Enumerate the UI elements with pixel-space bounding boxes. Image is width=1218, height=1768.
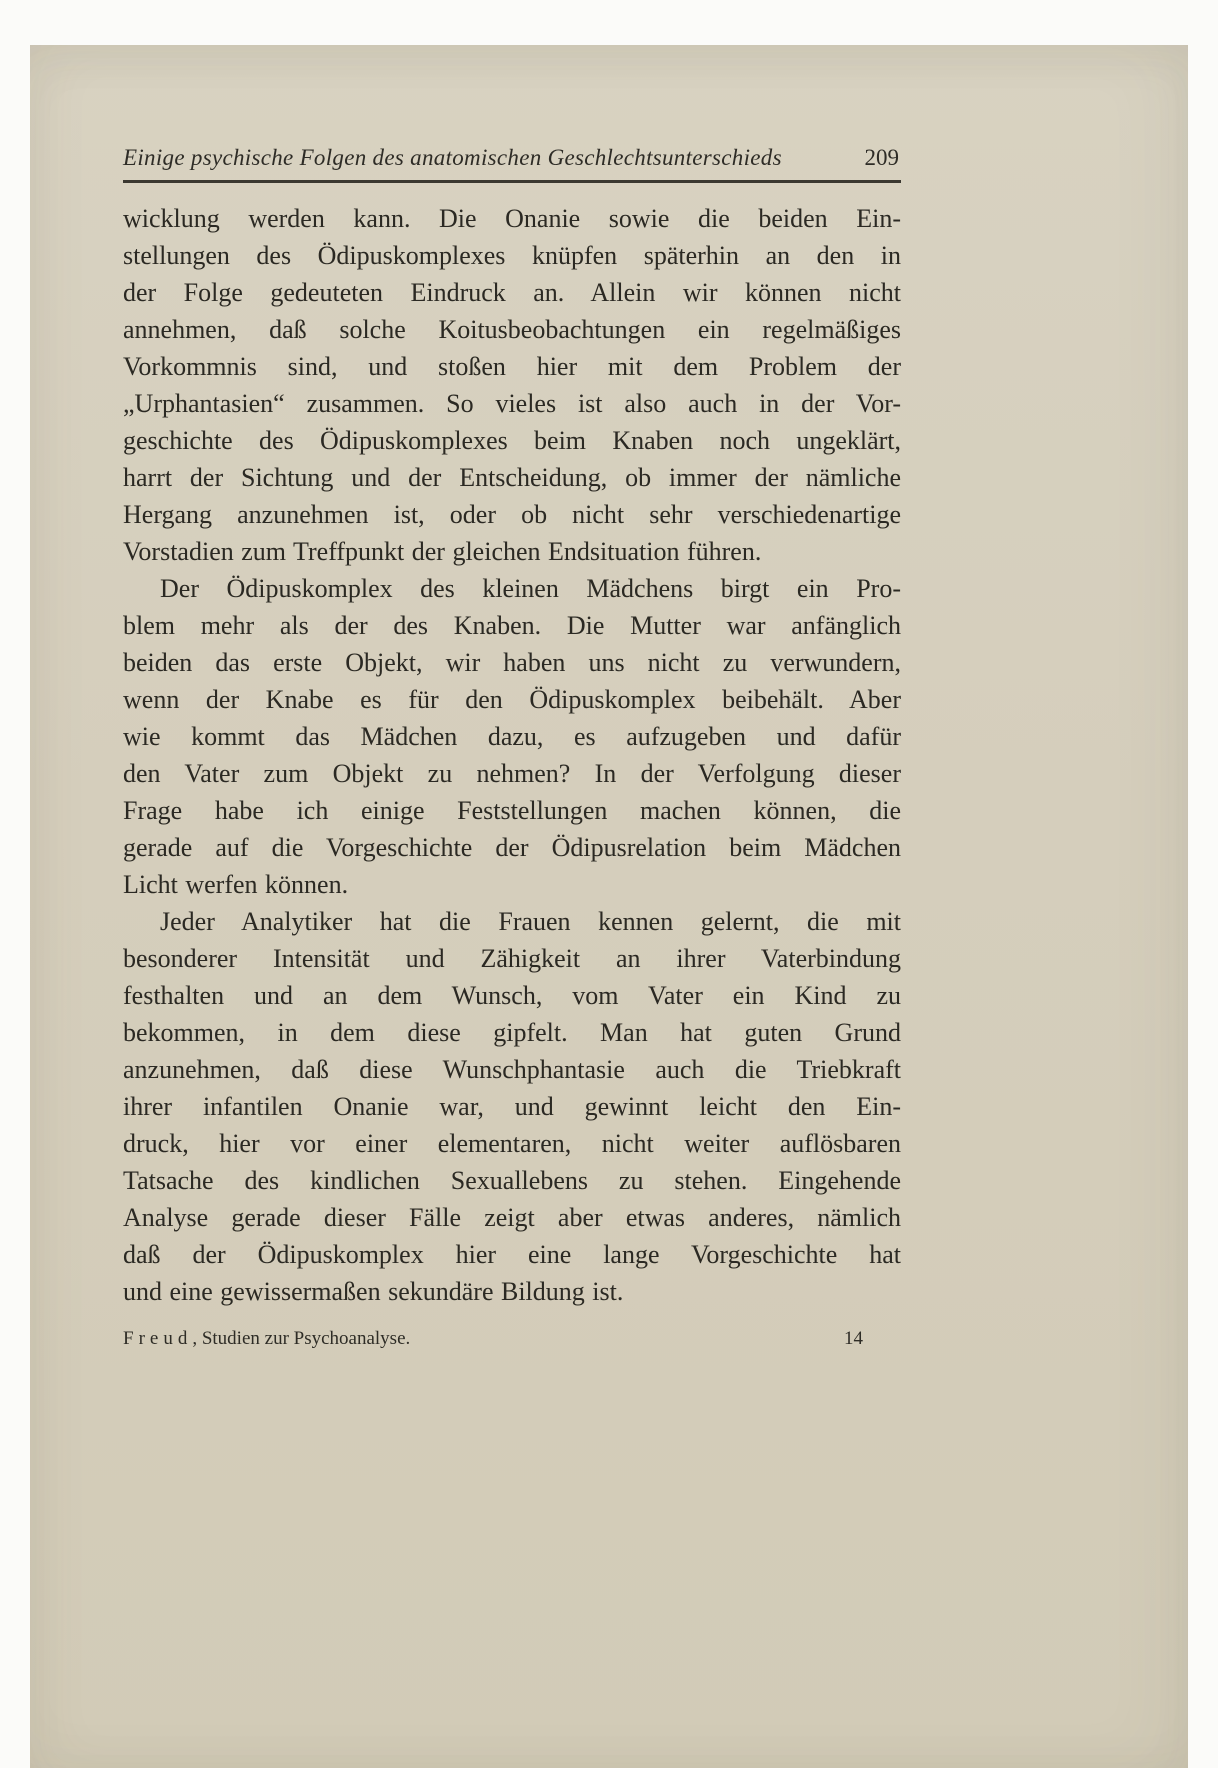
text-line: Licht werfen können. (123, 870, 349, 899)
text-line: blem mehr als der des Knaben. Die Mutter war anfänglich (123, 611, 901, 640)
text-line: druck, hier vor einer elementaren, nicht weiter auflösbaren (123, 1129, 901, 1158)
text-line: Hergang anzunehmen ist, oder ob nicht sehr verschiedenartige (123, 500, 901, 529)
text-line: gerade auf die Vorgeschichte der Ödipusrelation beim Mädchen (123, 833, 901, 862)
footer-sheet-number: 14 (844, 1328, 863, 1349)
text-line: Der Ödipuskomplex des kleinen Mädchens birgt ein Pro- (160, 574, 901, 603)
running-header (123, 145, 901, 183)
text-line: anzunehmen, daß diese Wunschphantasie auch die Triebkraft (123, 1055, 901, 1084)
scan-page (30, 45, 1188, 1768)
text-line: ihrer infantilen Onanie war, und gewinnt leicht den Ein- (123, 1092, 901, 1121)
text-line: den Vater zum Objekt zu nehmen? In der Verfolgung dieser (123, 759, 901, 788)
footer-author-name: Freud (123, 1328, 193, 1349)
text-line: festhalten und an dem Wunsch, vom Vater ein Kind zu (123, 981, 901, 1010)
text-line: beiden das erste Objekt, wir haben uns nicht zu verwundern, (123, 648, 901, 677)
text-line: bekommen, in dem diese gipfelt. Man hat guten Grund (123, 1018, 901, 1047)
text-line: der Folge gedeuteten Eindruck an. Allein wir können nicht (123, 278, 901, 307)
text-line: Vorkommnis sind, und stoßen hier mit dem Problem der (123, 352, 901, 381)
footer-book-title: , Studien zur Psychoanalyse. (192, 1328, 411, 1349)
text-line: Analyse gerade dieser Fälle zeigt aber etwas anderes, nämlich (123, 1203, 901, 1232)
text-line: wenn der Knabe es für den Ödipuskomplex beibehält. Aber (123, 685, 901, 714)
text-line: Jeder Analytiker hat die Frauen kennen gelernt, die mit (160, 907, 901, 936)
text-block (123, 145, 901, 1350)
body-text (123, 200, 901, 1310)
text-line: geschichte des Ödipuskomplexes beim Knaben noch ungeklärt, (123, 426, 901, 455)
paragraph (123, 903, 901, 1310)
paragraph (123, 200, 901, 570)
text-line: stellungen des Ödipuskomplexes knüpfen späterhin an den in (123, 241, 901, 270)
text-line: besonderer Intensität und Zähigkeit an ihrer Vaterbindung (123, 944, 901, 973)
page-title: Einige psychische Folgen des anatomischen Geschlechtsunterschieds (123, 145, 782, 170)
text-line: Vorstadien zum Treffpunkt der gleichen Endsituation führen. (123, 537, 762, 566)
text-line: wie kommt das Mädchen dazu, es aufzugeben und dafür (123, 722, 901, 751)
text-line: harrt der Sichtung und der Entscheidung, ob immer der nämliche (123, 463, 901, 492)
text-line: annehmen, daß solche Koitusbeobachtungen ein regelmäßiges (123, 315, 901, 344)
page-footer (123, 1328, 901, 1350)
text-line: „Urphantasien“ zusammen. So vieles ist also auch in der Vor- (123, 389, 901, 418)
text-line: und eine gewissermaßen sekundäre Bildung ist. (123, 1277, 624, 1306)
text-line: wicklung werden kann. Die Onanie sowie die beiden Ein- (123, 204, 901, 233)
text-line: Tatsache des kindlichen Sexuallebens zu stehen. Eingehende (123, 1166, 901, 1195)
paragraph (123, 570, 901, 903)
page-number: 209 (864, 145, 899, 170)
text-line: Frage habe ich einige Feststellungen machen können, die (123, 796, 901, 825)
footer-book-reference (123, 1328, 410, 1350)
text-line: daß der Ödipuskomplex hier eine lange Vorgeschichte hat (123, 1240, 901, 1269)
